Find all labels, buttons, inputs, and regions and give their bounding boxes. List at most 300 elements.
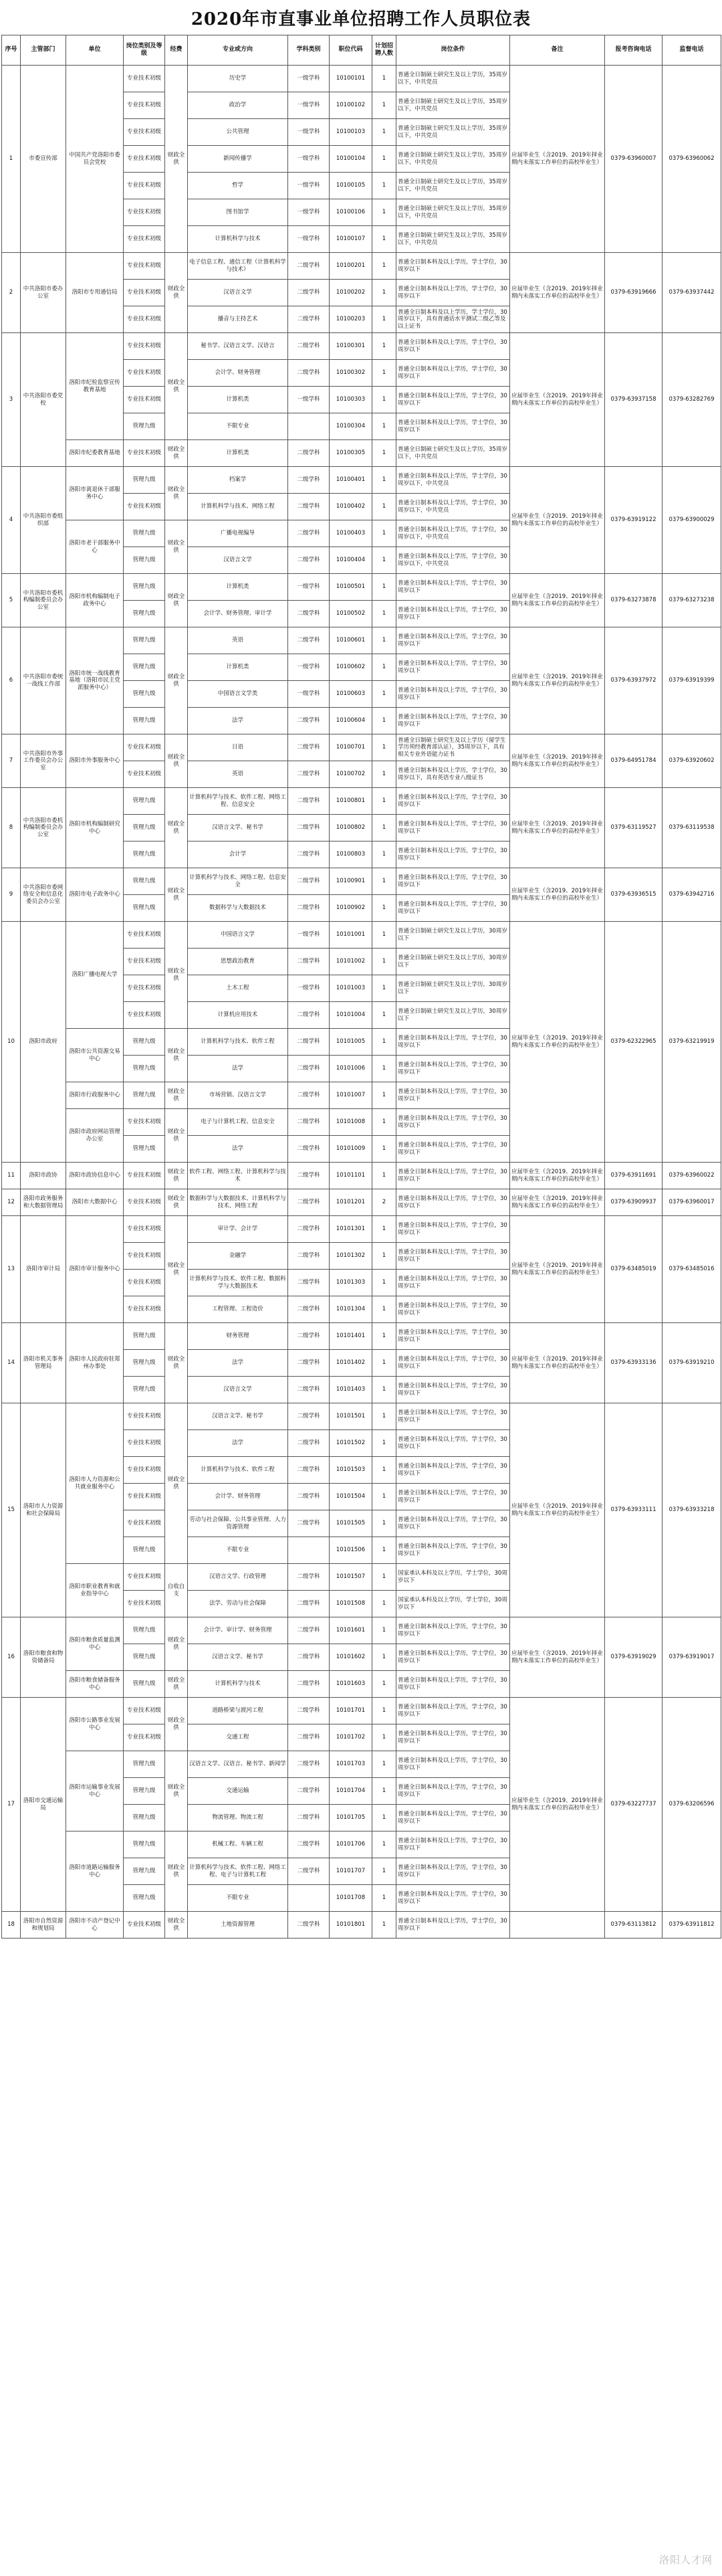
position-code-cell: 10100502 [330,601,372,627]
headcount-cell: 1 [372,1056,396,1082]
category-cell: 管理九级 [124,815,165,841]
inquiry-phone-cell: 0379-63909937 [605,1189,663,1216]
subject-cell: 二级学科 [288,440,330,467]
subject-cell: 二级学科 [288,1805,330,1831]
table-row [2,1216,721,1243]
position-code-cell: 10101705 [330,1805,372,1831]
position-code-cell: 10100103 [330,119,372,146]
condition-cell: 普通全日制本科及以上学历，学士学位，30周岁以下 [396,1270,510,1296]
column-header: 专业或方向 [188,35,288,66]
unit-cell: 洛阳市政府网站管理办公室 [66,1109,124,1163]
position-code-cell: 10101502 [330,1430,372,1457]
subject-cell: 二级学科 [288,1778,330,1805]
column-header: 主管部门 [21,35,66,66]
headcount-cell: 1 [372,92,396,119]
headcount-cell: 1 [372,1912,396,1939]
subject-cell: 一级学科 [288,681,330,708]
position-code-cell: 10100802 [330,815,372,841]
unit-cell: 洛阳市大数据中心 [66,1189,124,1216]
funding-cell: 财政全供 [165,627,188,734]
category-cell: 管理九级 [124,574,165,601]
condition-cell: 普通全日制本科及以上学历，学士学位，30周岁以下 [396,1724,510,1751]
funding-cell: 财政全供 [165,66,188,253]
headcount-cell: 1 [372,1296,396,1323]
headcount-cell: 1 [372,1698,396,1724]
category-cell: 专业技术初级 [124,280,165,306]
inquiry-phone-cell: 0379-63960007 [605,66,663,253]
column-header: 序号 [2,35,21,66]
position-code-cell: 10101506 [330,1537,372,1564]
headcount-cell: 1 [372,1163,396,1189]
position-code-cell: 10101101 [330,1163,372,1189]
headcount-cell: 1 [372,226,396,253]
unit-cell: 洛阳市政协信息中心 [66,1163,124,1189]
department-cell: 洛阳市人力资源和社会保障局 [21,1403,66,1617]
category-cell: 管理九级 [124,1778,165,1805]
table-row [2,868,721,895]
subject-cell: 二级学科 [288,1323,330,1350]
category-cell: 专业技术初级 [124,92,165,119]
condition-cell: 普通全日制本科及以上学历，学士学位，30周岁以下 [396,815,510,841]
condition-cell: 普通全日制本科及以上学历，学士学位，30周岁以下 [396,1296,510,1323]
subject-cell [288,1537,330,1564]
condition-cell: 普通全日制本科及以上学历，学士学位，30周岁以下，具有普通话水平测试二级乙等及以上证书 [396,306,510,333]
major-cell: 计算机类 [188,440,288,467]
subject-cell: 二级学科 [288,1457,330,1484]
position-code-cell: 10100701 [330,734,372,761]
headcount-cell: 1 [372,1457,396,1484]
supervision-phone-cell: 0379-63942716 [663,868,721,922]
subject-cell: 二级学科 [288,708,330,734]
condition-cell: 普通全日制本科及以上学历，学士学位，30周岁以下，中共党员 [396,520,510,547]
condition-cell: 普通全日制硕士研究生及以上学历，30周岁以下 [396,922,510,949]
major-cell: 法学 [188,1350,288,1377]
category-cell: 专业技术初级 [124,360,165,387]
category-cell: 管理九级 [124,1537,165,1564]
major-cell: 中国语言文学类 [188,681,288,708]
department-cell: 中共洛阳市委组织部 [21,467,66,574]
inquiry-phone-cell: 0379-63113812 [605,1912,663,1939]
major-cell: 土地资源管理 [188,1912,288,1939]
subject-cell: 二级学科 [288,1751,330,1778]
category-cell: 管理九级 [124,1029,165,1056]
major-cell: 汉语言文学 [188,547,288,574]
subject-cell: 一级学科 [288,654,330,681]
unit-cell: 洛阳市职业教育和就业指导中心 [66,1564,124,1617]
supervision-phone-cell: 0379-63206596 [663,1698,721,1912]
remark-cell: 应届毕业生（含2019、2019年择业期内未落实工作单位的高校毕业生） [510,868,605,922]
condition-cell: 普通全日制本科及以上学历，学士学位，30周岁以下 [396,1163,510,1189]
condition-cell: 普通全日制硕士研究生及以上学历，35周岁以下，中共党员 [396,66,510,92]
major-cell: 广播电视编导 [188,520,288,547]
major-cell: 图书馆学 [188,199,288,226]
condition-cell: 普通全日制本科及以上学历，学士学位，30周岁以下 [396,280,510,306]
funding-cell: 财政全供 [165,1671,188,1698]
unit-cell: 洛阳市离退休干部服务中心 [66,467,124,520]
headcount-cell: 1 [372,413,396,440]
row-number: 18 [2,1912,21,1939]
position-code-cell: 10101707 [330,1858,372,1885]
position-code-cell: 10101703 [330,1751,372,1778]
condition-cell: 普通全日制本科及以上学历，学士学位，30周岁以下 [396,654,510,681]
category-cell: 专业技术初级 [124,1002,165,1029]
column-header: 报考咨询电话 [605,35,663,66]
inquiry-phone-cell: 0379-63911691 [605,1163,663,1189]
condition-cell: 普通全日制本科及以上学历，学士学位，30周岁以下 [396,1430,510,1457]
condition-cell: 普通全日制本科及以上学历，学士学位，30周岁以下 [396,1858,510,1885]
funding-cell: 财政全供 [165,1831,188,1912]
inquiry-phone-cell: 0379-62322965 [605,922,663,1163]
headcount-cell: 1 [372,306,396,333]
category-cell: 专业技术初级 [124,922,165,949]
headcount-cell: 1 [372,1484,396,1510]
unit-cell: 洛阳市统一战线教育基地（洛阳市民主党派服务中心） [66,627,124,734]
major-cell: 数据科学与大数据技术 [188,895,288,922]
table-row [2,1698,721,1724]
remark-cell: 应届毕业生（含2019、2019年择业期内未落实工作单位的高校毕业生） [510,1403,605,1617]
major-cell: 计算机科学与技术、软件工程、网络工程、电子与计算机工程 [188,1858,288,1885]
major-cell: 中国语言文学 [188,922,288,949]
supervision-phone-cell: 0379-63919210 [663,1323,721,1403]
condition-cell: 普通全日制本科及以上学历，学士学位，30周岁以下 [396,681,510,708]
major-cell: 法学 [188,1430,288,1457]
condition-cell: 普通全日制本科及以上学历，学士学位，30周岁以下，中共党员 [396,467,510,494]
headcount-cell: 1 [372,494,396,520]
condition-cell: 普通全日制本科及以上学历，学士学位，30周岁以下 [396,253,510,280]
remark-cell: 应届毕业生（含2019、2019年择业期内未落实工作单位的高校毕业生） [510,1617,605,1698]
position-code-cell: 10101005 [330,1029,372,1056]
position-code-cell: 10101004 [330,1002,372,1029]
condition-cell: 普通全日制本科及以上学历，学士学位，30周岁以下 [396,360,510,387]
condition-cell: 普通全日制本科及以上学历，学士学位，30周岁以下 [396,1510,510,1537]
subject-cell: 二级学科 [288,761,330,788]
condition-cell: 普通全日制本科及以上学历，学士学位，30周岁以下 [396,1029,510,1056]
condition-cell: 普通全日制本科及以上学历，学士学位，30周岁以下 [396,841,510,868]
major-cell: 公共管理 [188,119,288,146]
position-code-cell: 10101602 [330,1644,372,1671]
position-code-cell: 10101507 [330,1564,372,1591]
condition-cell: 普通全日制本科及以上学历，学士学位，30周岁以下 [396,1751,510,1778]
category-cell: 管理九级 [124,1136,165,1163]
category-cell: 专业技术初级 [124,734,165,761]
condition-cell: 普通全日制本科及以上学历，学士学位，30周岁以下，具有英语专业八级证书 [396,761,510,788]
condition-cell: 普通全日制本科及以上学历，学士学位，30周岁以下 [396,1698,510,1724]
funding-cell: 财政全供 [165,1617,188,1671]
subject-cell: 二级学科 [288,306,330,333]
condition-cell: 普通全日制本科及以上学历，学士学位，30周岁以下 [396,601,510,627]
department-cell: 市委宣传部 [21,66,66,253]
subject-cell: 二级学科 [288,1591,330,1617]
condition-cell: 普通全日制本科及以上学历，学士学位，30周岁以下 [396,708,510,734]
inquiry-phone-cell: 0379-63485019 [605,1216,663,1323]
category-cell: 专业技术初级 [124,199,165,226]
inquiry-phone-cell: 0379-63936515 [605,868,663,922]
category-cell: 专业技术初级 [124,1724,165,1751]
department-cell: 中共洛阳市委党校 [21,333,66,467]
headcount-cell: 1 [372,1644,396,1671]
remark-cell: 应届毕业生（含2019、2019年择业期内未落实工作单位的高校毕业生） [510,574,605,627]
position-code-cell: 10100101 [330,66,372,92]
category-cell: 专业技术初级 [124,975,165,1002]
condition-cell: 普通全日制本科及以上学历，学士学位，30周岁以下 [396,1082,510,1109]
major-cell: 机械工程、车辆工程 [188,1831,288,1858]
condition-cell: 普通全日制本科及以上学历，学士学位，30周岁以下 [396,1136,510,1163]
headcount-cell: 1 [372,1537,396,1564]
major-cell: 计算机应用技术 [188,1002,288,1029]
headcount-cell: 1 [372,1671,396,1698]
headcount-cell: 1 [372,1002,396,1029]
category-cell: 管理九级 [124,1350,165,1377]
subject-cell: 一级学科 [288,226,330,253]
inquiry-phone-cell: 0379-63919666 [605,253,663,333]
headcount-cell: 1 [372,119,396,146]
category-cell: 专业技术初级 [124,1296,165,1323]
position-code-cell: 10100604 [330,708,372,734]
remark-cell: 应届毕业生（含2019、2019年择业期内未落实工作单位的高校毕业生） [510,467,605,574]
unit-cell: 洛阳市机构编制研究中心 [66,788,124,868]
subject-cell: 二级学科 [288,1296,330,1323]
unit-cell: 洛阳市公路事业发展中心 [66,1698,124,1751]
row-number: 14 [2,1323,21,1403]
subject-cell: 二级学科 [288,734,330,761]
condition-cell: 普通全日制本科及以上学历，学士学位，30周岁以下 [396,1109,510,1136]
position-code-cell: 10101706 [330,1831,372,1858]
inquiry-phone-cell: 0379-63119527 [605,788,663,868]
subject-cell: 二级学科 [288,1270,330,1296]
headcount-cell: 1 [372,734,396,761]
category-cell: 管理九级 [124,868,165,895]
position-code-cell: 10100303 [330,387,372,413]
category-cell: 专业技术初级 [124,494,165,520]
supervision-phone-cell: 0379-63273238 [663,574,721,627]
major-cell: 汉语言文学、秘书学 [188,1403,288,1430]
table-header-row [2,35,721,66]
major-cell: 新闻传播学 [188,146,288,173]
column-header: 计划招聘人数 [372,35,396,66]
funding-cell: 财政全供 [165,1912,188,1939]
major-cell: 不限专业 [188,1885,288,1912]
remark-cell: 应届毕业生（含2019、2019年择业期内未落实工作单位的高校毕业生） [510,66,605,253]
condition-cell: 普通全日制本科及以上学历，学士学位，30周岁以下 [396,1243,510,1270]
headcount-cell: 1 [372,627,396,654]
subject-cell: 二级学科 [288,1831,330,1858]
major-cell: 汉语言文学、汉语言、秘书学、新闻学 [188,1751,288,1778]
major-cell: 电子信息工程、通信工程（计算机科学与技术） [188,253,288,280]
funding-cell: 财政全供 [165,574,188,627]
headcount-cell: 1 [372,1270,396,1296]
subject-cell: 二级学科 [288,1002,330,1029]
subject-cell: 二级学科 [288,1377,330,1403]
headcount-cell: 1 [372,922,396,949]
column-header: 单位 [66,35,124,66]
funding-cell: 财政全供 [165,1403,188,1564]
condition-cell: 普通全日制本科及以上学历，学士学位，30周岁以下 [396,1216,510,1243]
headcount-cell: 1 [372,1082,396,1109]
headcount-cell: 2 [372,1189,396,1216]
subject-cell: 一级学科 [288,574,330,601]
condition-cell: 普通全日制本科及以上学历，学士学位，30周岁以下 [396,1457,510,1484]
unit-cell: 洛阳市机构编制电子政务中心 [66,574,124,627]
headcount-cell: 1 [372,975,396,1002]
headcount-cell: 1 [372,1885,396,1912]
department-cell: 洛阳市交通运输局 [21,1698,66,1912]
inquiry-phone-cell: 0379-63933136 [605,1323,663,1403]
position-code-cell: 10101301 [330,1216,372,1243]
subject-cell: 二级学科 [288,1029,330,1056]
major-cell: 历史学 [188,66,288,92]
category-cell: 专业技术初级 [124,1457,165,1484]
category-cell: 管理九级 [124,1858,165,1885]
row-number: 3 [2,333,21,467]
major-cell: 计算机科学与技术、网络工程、信息安全 [188,868,288,895]
condition-cell: 普通全日制硕士研究生及以上学历，35周岁以下，中共党员 [396,119,510,146]
table-row [2,574,721,601]
unit-cell: 洛阳市运输事业发展中心 [66,1751,124,1831]
major-cell: 汉语言文学、行政管理 [188,1564,288,1591]
headcount-cell: 1 [372,333,396,360]
watermark-logo: 洛阳人才网 [658,2554,713,2566]
supervision-phone-cell: 0379-63119538 [663,788,721,868]
subject-cell: 二级学科 [288,815,330,841]
major-cell: 计算机科学与技术、软件工程 [188,1457,288,1484]
row-number: 6 [2,627,21,734]
position-table [1,35,721,1939]
funding-cell: 财政全供 [165,1163,188,1189]
category-cell: 管理九级 [124,654,165,681]
position-code-cell: 10101403 [330,1377,372,1403]
condition-cell: 普通全日制本科及以上学历，学士学位，30周岁以下 [396,1350,510,1377]
major-cell: 金融学 [188,1243,288,1270]
position-code-cell: 10101603 [330,1671,372,1698]
major-cell: 不限专业 [188,1537,288,1564]
subject-cell: 一级学科 [288,92,330,119]
supervision-phone-cell: 0379-63960022 [663,1163,721,1189]
inquiry-phone-cell: 0379-63933111 [605,1403,663,1617]
condition-cell: 普通全日制硕士研究生及以上学历，35周岁以下，中共党员 [396,226,510,253]
subject-cell: 二级学科 [288,1644,330,1671]
headcount-cell: 1 [372,761,396,788]
remark-cell [510,1912,605,1939]
remark-cell: 应届毕业生（含2019、2019年择业期内未落实工作单位的高校毕业生） [510,922,605,1163]
remark-cell: 应届毕业生（含2019、2019年择业期内未落实工作单位的高校毕业生） [510,1698,605,1912]
category-cell: 专业技术初级 [124,1912,165,1939]
supervision-phone-cell: 0379-63920602 [663,734,721,788]
department-cell: 洛阳市自然资源和规划局 [21,1912,66,1939]
condition-cell: 普通全日制硕士研究生及以上学历，30周岁以下 [396,1002,510,1029]
table-row [2,1163,721,1189]
supervision-phone-cell: 0379-63937442 [663,253,721,333]
funding-cell: 财政全供 [165,333,188,440]
condition-cell: 普通全日制本科及以上学历，学士学位，30周岁以下 [396,627,510,654]
major-cell: 汉语言文学、秘书学 [188,1644,288,1671]
position-code-cell: 10100202 [330,280,372,306]
major-cell: 计算机科学与技术、软件工程、数据科学与大数据技术 [188,1270,288,1296]
subject-cell: 二级学科 [288,1912,330,1939]
headcount-cell: 1 [372,440,396,467]
category-cell: 专业技术初级 [124,1430,165,1457]
headcount-cell: 1 [372,1377,396,1403]
subject-cell: 二级学科 [288,280,330,306]
position-code-cell: 10101006 [330,1056,372,1082]
major-cell: 数据科学与大数据技术、计算机科学与技术、网络工程 [188,1189,288,1216]
headcount-cell: 1 [372,1617,396,1644]
headcount-cell: 1 [372,199,396,226]
department-cell: 中共洛阳市委机构编制委员会办公室 [21,788,66,868]
position-code-cell: 10101304 [330,1296,372,1323]
subject-cell: 二级学科 [288,1189,330,1216]
major-cell: 日语 [188,734,288,761]
major-cell: 播音与主持艺术 [188,306,288,333]
category-cell: 专业技术初级 [124,1564,165,1591]
supervision-phone-cell: 0379-63933218 [663,1403,721,1617]
position-code-cell: 10101504 [330,1484,372,1510]
condition-cell: 普通全日制本科及以上学历，学士学位，30周岁以下，中共党员 [396,494,510,520]
major-cell: 电子与计算机工程、信息安全 [188,1109,288,1136]
funding-cell: 财政全供 [165,1216,188,1323]
funding-cell: 财政全供 [165,922,188,1029]
table-row [2,1912,721,1939]
subject-cell: 二级学科 [288,868,330,895]
category-cell: 管理九级 [124,681,165,708]
condition-cell: 普通全日制本科及以上学历，学士学位，30周岁以下 [396,1644,510,1671]
major-cell: 不限专业 [188,413,288,440]
headcount-cell: 1 [372,1136,396,1163]
category-cell: 管理九级 [124,1377,165,1403]
funding-cell: 财政全供 [165,1323,188,1403]
category-cell: 管理九级 [124,1323,165,1350]
headcount-cell: 1 [372,66,396,92]
position-code-cell: 10100602 [330,654,372,681]
category-cell: 专业技术初级 [124,333,165,360]
condition-cell: 普通全日制硕士研究生及以上学历，35周岁以下，中共党员 [396,92,510,119]
remark-cell: 应届毕业生（含2019、2019年择业期内未落实工作单位的高校毕业生） [510,1163,605,1189]
major-cell: 会计学、财务管理 [188,1484,288,1510]
condition-cell: 普通全日制硕士研究生及以上学历，35周岁以下，中共党员 [396,173,510,199]
subject-cell: 二级学科 [288,520,330,547]
position-code-cell: 10101009 [330,1136,372,1163]
row-number: 7 [2,734,21,788]
headcount-cell: 1 [372,547,396,574]
headcount-cell: 1 [372,1510,396,1537]
major-cell: 政治学 [188,92,288,119]
department-cell: 洛阳市政务服务和大数据管理局 [21,1189,66,1216]
subject-cell: 二级学科 [288,841,330,868]
funding-cell: 财政全供 [165,1698,188,1751]
position-code-cell: 10100105 [330,173,372,199]
subject-cell [288,1885,330,1912]
condition-cell: 普通全日制硕士研究生及以上学历，35周岁以下，中共党员 [396,440,510,467]
subject-cell: 二级学科 [288,1216,330,1243]
subject-cell: 一级学科 [288,922,330,949]
position-code-cell: 10100104 [330,146,372,173]
subject-cell: 二级学科 [288,1403,330,1430]
position-code-cell: 10101303 [330,1270,372,1296]
position-code-cell: 10101704 [330,1778,372,1805]
position-code-cell: 10101002 [330,949,372,975]
category-cell: 专业技术初级 [124,1591,165,1617]
major-cell: 软件工程、网络工程、计算机科学与技术 [188,1163,288,1189]
supervision-phone-cell: 0379-63219919 [663,922,721,1163]
condition-cell: 普通全日制本科及以上学历，学士学位，30周岁以下 [396,413,510,440]
position-code-cell: 10100601 [330,627,372,654]
supervision-phone-cell: 0379-63960062 [663,66,721,253]
headcount-cell: 1 [372,360,396,387]
department-cell: 洛阳市政府 [21,922,66,1163]
major-cell: 财务管理 [188,1323,288,1350]
category-cell: 管理九级 [124,841,165,868]
condition-cell: 普通全日制本科及以上学历，学士学位，30周岁以下 [396,895,510,922]
condition-cell: 普通全日制本科及以上学历，学士学位，30周岁以下 [396,1805,510,1831]
